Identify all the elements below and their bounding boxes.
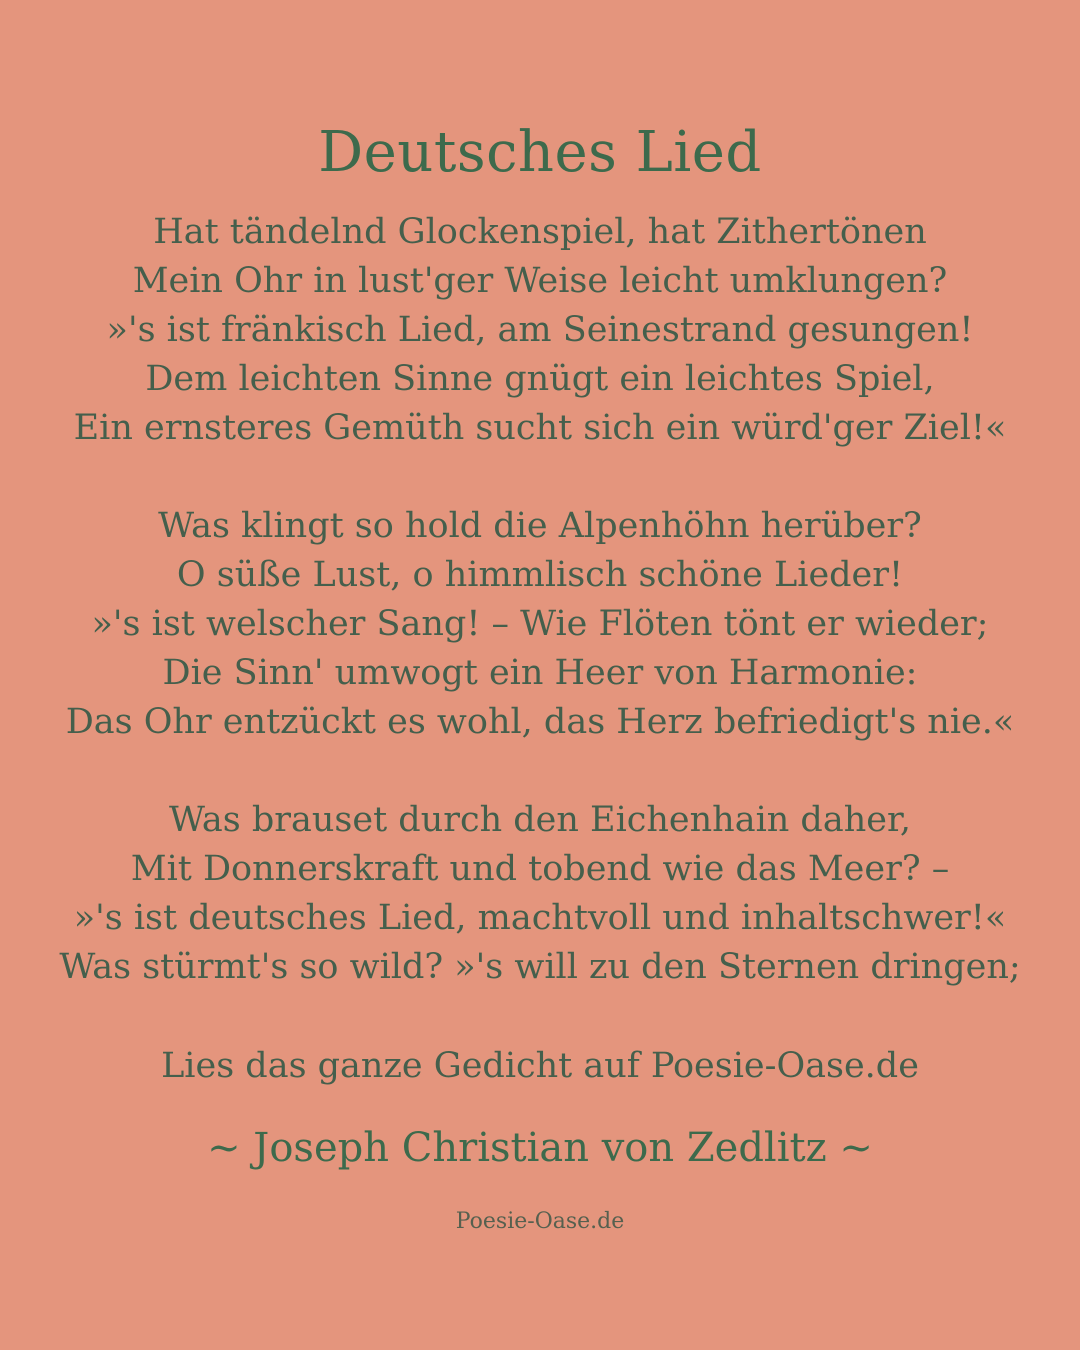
poem-line: »'s ist fränkisch Lied, am Seinestrand gesungen! xyxy=(106,310,974,350)
poem-body xyxy=(20,208,1060,1041)
poem-line: »'s ist deutsches Lied, machtvoll und inhaltschwer!« xyxy=(73,898,1007,938)
author-name: ~ Joseph Christian von Zedlitz ~ xyxy=(207,1125,873,1171)
poem-line: »'s ist welscher Sang! – Wie Flöten tönt er wieder; xyxy=(91,604,989,644)
poem-line: Was stürmt's so wild? »'s will zu den Sternen dringen; xyxy=(59,947,1021,987)
poem-line: Was brauset durch den Eichenhain daher, xyxy=(169,800,911,840)
poem-line: Die Sinn' umwogt ein Heer von Harmonie: xyxy=(162,653,918,693)
poem-line: O süße Lust, o himmlisch schöne Lieder! xyxy=(176,555,904,595)
poem-title: Deutsches Lied xyxy=(318,120,762,185)
site-watermark: Poesie-Oase.de xyxy=(455,1209,625,1234)
poem-line: Dem leichten Sinne gnügt ein leichtes Spiel, xyxy=(145,359,935,399)
stanza-3 xyxy=(20,796,1060,992)
poem-line: Hat tändelnd Glockenspiel, hat Zithertönen xyxy=(153,212,927,252)
poem-line: Mit Donnerskraft und tobend wie das Meer? – xyxy=(130,849,950,889)
stanza-1 xyxy=(20,208,1060,453)
poem-line: Das Ohr entzückt es wohl, das Herz befriedigt's nie.« xyxy=(65,702,1015,742)
read-full-poem-text: Lies das ganze Gedicht auf Poesie-Oase.de xyxy=(161,1046,919,1086)
poem-line: Mein Ohr in lust'ger Weise leicht umklungen? xyxy=(132,261,948,301)
poem-line: Ein ernsteres Gemüth sucht sich ein würd'ger Ziel!« xyxy=(73,408,1007,448)
stanza-2 xyxy=(20,502,1060,747)
poem-line: Was klingt so hold die Alpenhöhn herüber? xyxy=(158,506,922,546)
